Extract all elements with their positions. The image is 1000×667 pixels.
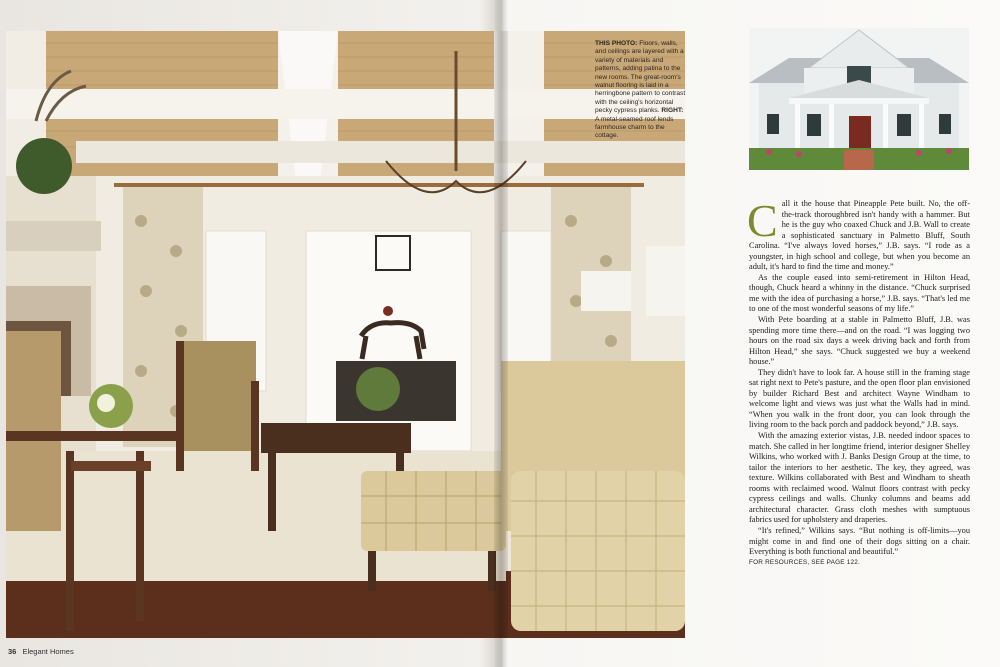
page-gutter (494, 0, 508, 667)
drop-cap: C (747, 195, 778, 246)
page-folio (8, 647, 74, 656)
article-body (747, 195, 970, 568)
page-number: 36 (8, 647, 17, 656)
caption-body-right: A metal-seamed roof lends farmhouse charm to the cottage. (595, 115, 674, 140)
article-paragraph: As the couple eased into semi-retirement in Hilton Head, though, Chuck heard a whinny in the distance. “Chuck surprised me with the idea of purchasing a horse,” J.B. says. “That's led me to one of the most wonderful seasons of my life.” (749, 272, 970, 314)
great-room-photo (6, 31, 685, 638)
article-paragraph: With Pete boarding at a stable in Palmetto Bluff, J.B. was spending more time there—and on the road. “I was logging two hours on the road six days a week driving back and forth from Hilton Head,” she says. “Chuck suggested we buy a weekend house.” (749, 315, 970, 367)
resources-note: FOR RESOURCES, SEE PAGE 122. (749, 558, 860, 566)
article-paragraph: “It's refined,” Wilkins says. “But nothing is off-limits—you might come in and find one of their dogs sitting on a chair. Everything is both functional and beautiful.” (749, 525, 970, 557)
article-paragraph: They didn't have to look far. A house still in the framing stage sat right next to Pete's pasture, and the open floor plan envisioned by builder Richard Best and architect Wayne Windham to welcome light and views was just what the Walls had in mind. “When you walk in the front door, you can look through the living room to the back porch and paddock beyond,” J.B. says. (749, 367, 970, 430)
caption-lead-right: RIGHT: (661, 107, 684, 115)
paragraph-text: all it the house that Pineapple Pete built. No, the off-the-track thoroughbred isn't handy with a hammer. But he is the guy who coaxed Chuck and J.B. Wall to create a sophisticated sanctuary in Palmetto Bluff, South Carolina. “I've always loved horses,” J.B. says. “I rode as a youngster, in high school and college, but when you become an adult, it's hard to find the time and money.” (749, 199, 970, 272)
cottage-photo (749, 28, 969, 170)
article-paragraph (747, 195, 970, 273)
article-paragraph: With the amazing exterior vistas, J.B. needed indoor spaces to match. She called in her longtime friend, interior designer Shelley Wilkins, who worked with J. Banks Design Group at the time, to tailor the interiors to her aesthetic. The key, they agreed, was texture. Wilkins collaborated with Best and Windham to sheath rooms with reclaimed wood. Walnut floors contrast with pecky cypress ceilings and walls. Chunky columns and beams add architectural character. Grass cloth meshes with sumptuous fabrics used for upholstery and draperies. (749, 431, 970, 525)
caption-lead: THIS PHOTO: (595, 40, 638, 47)
caption-body: Floors, walls, and ceilings are layered with a variety of materials and patterns, adding patina to the new rooms. The great-room's walnut flooring is laid in a herringbone pattern to contrast with the ceiling's horizontal pecky cypress planks. (595, 40, 686, 115)
great-room-illustration (6, 31, 685, 638)
cottage-illustration (749, 28, 969, 170)
magazine-name: Elegant Homes (22, 647, 74, 656)
photo-caption (595, 40, 687, 141)
